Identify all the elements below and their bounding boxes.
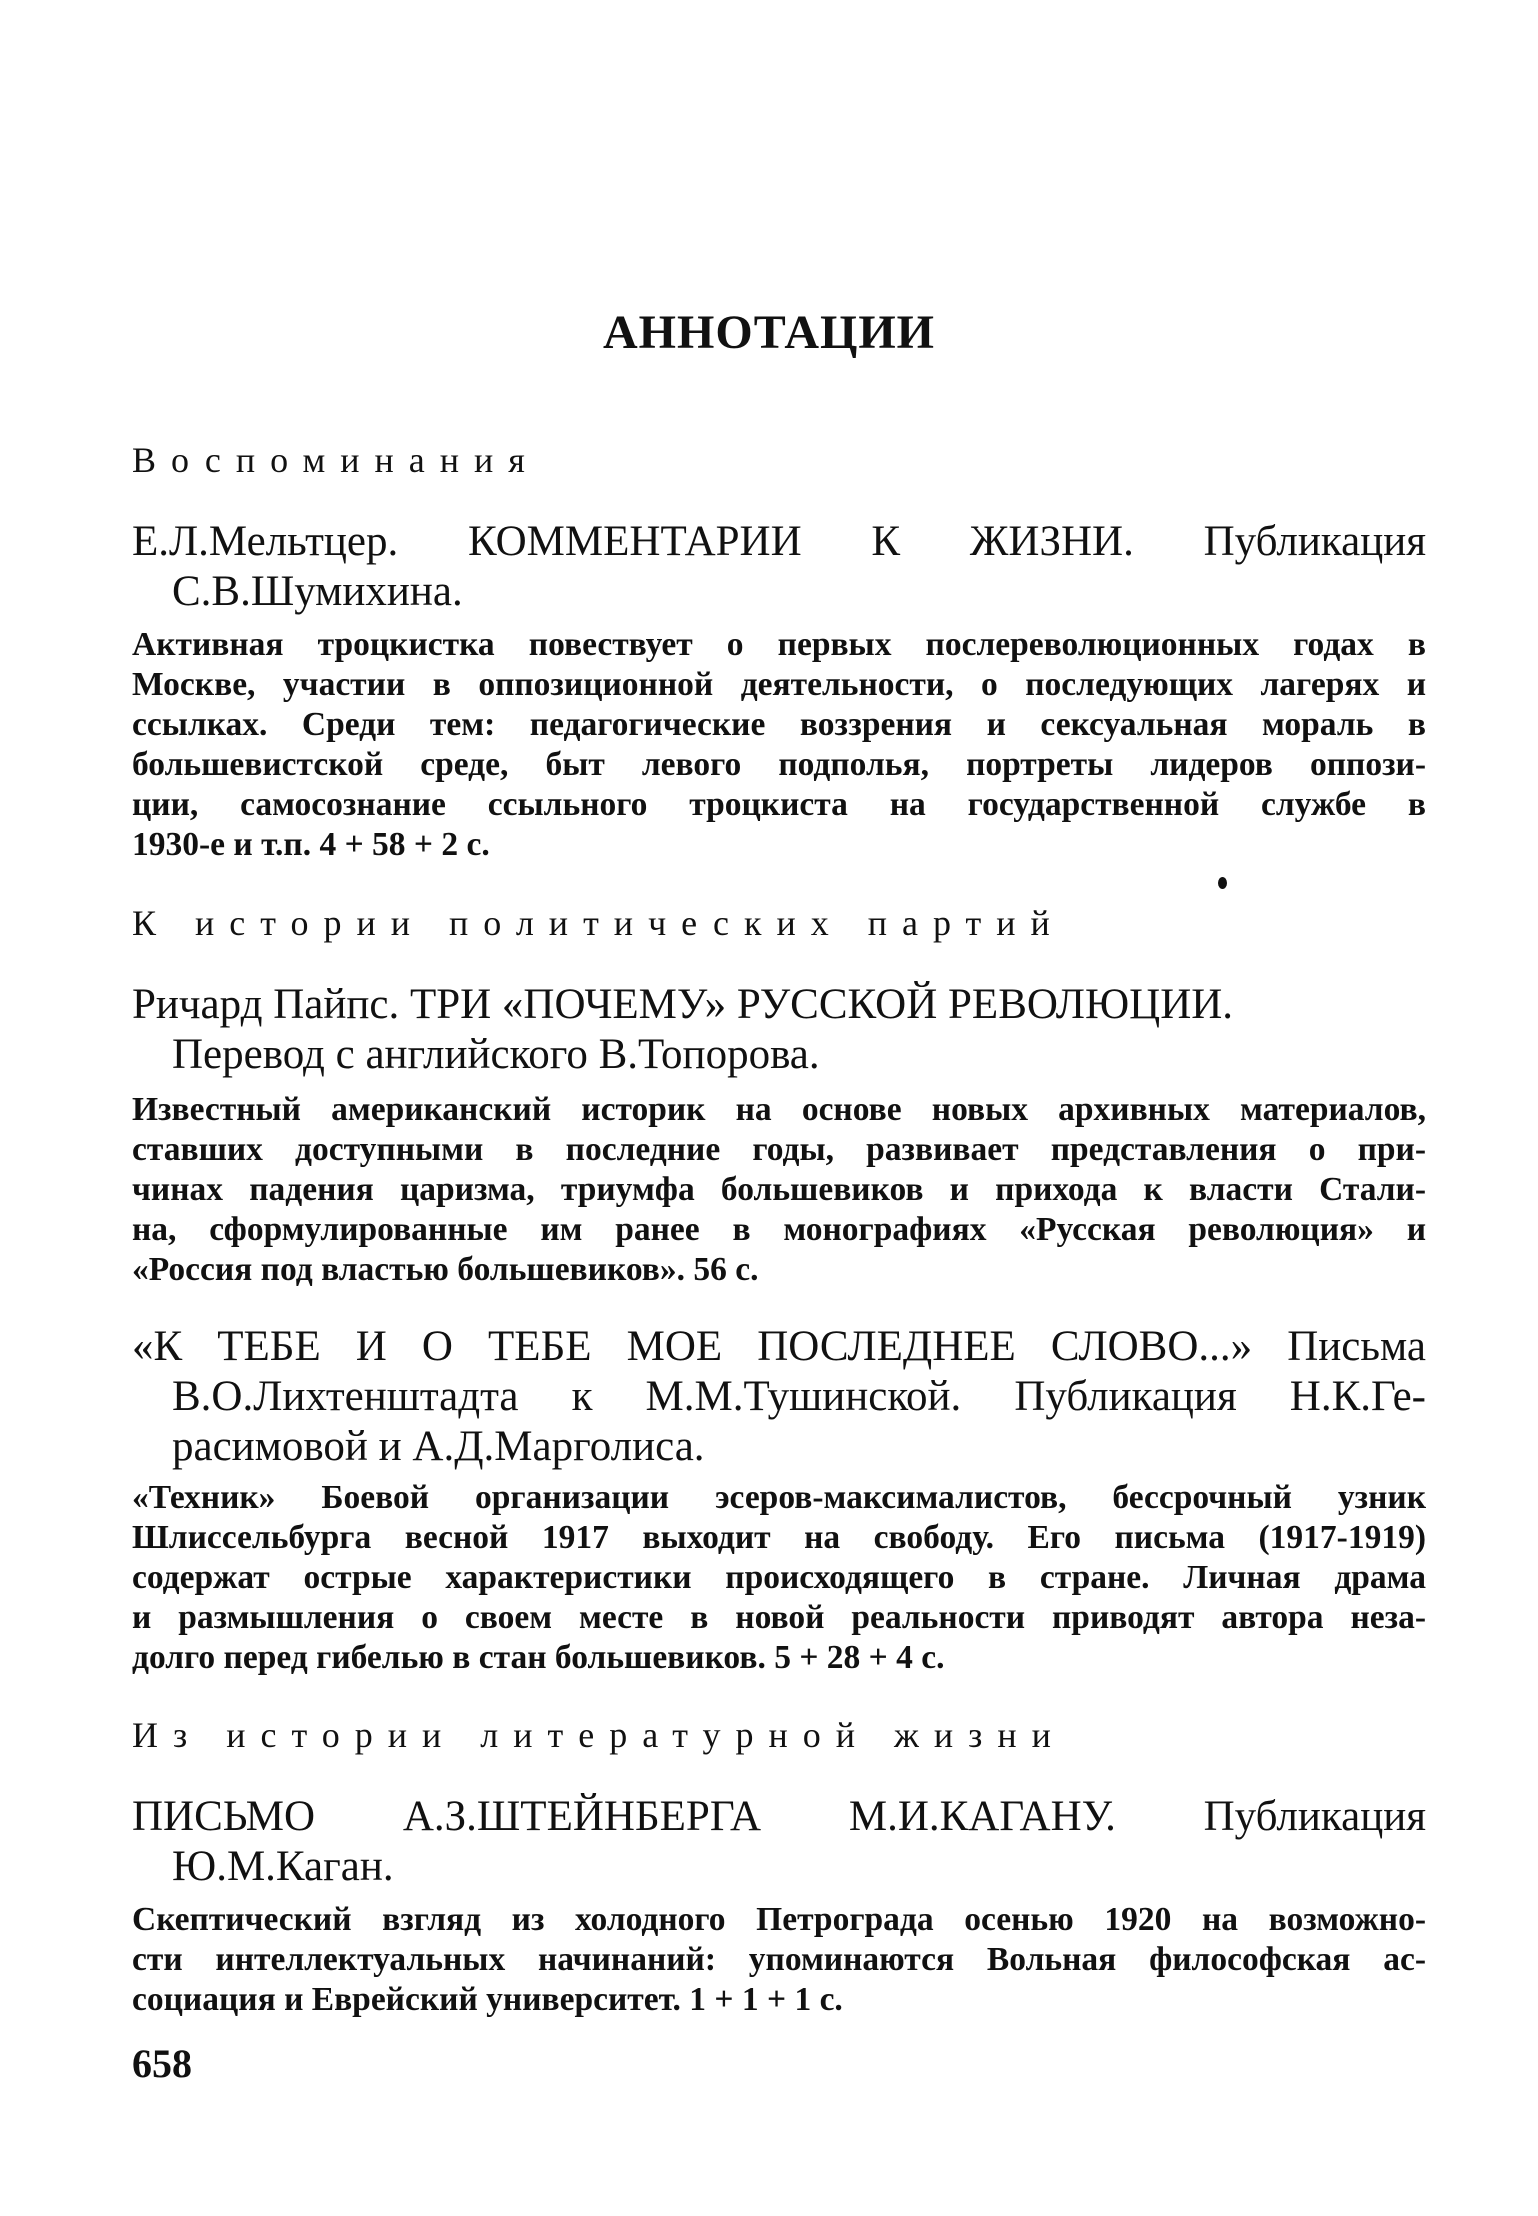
entry-heading	[132, 517, 1426, 617]
stray-print-mark	[1218, 877, 1227, 889]
entry-heading	[132, 1322, 1426, 1472]
abstract-line: большевистской среде, быт левого подполья, портреты лидеров оппози-	[132, 746, 1426, 783]
entry-abstract	[132, 625, 1426, 865]
abstract-line: социация и Еврейский университет. 1 + 1 + 1 с.	[132, 1981, 843, 2018]
abstract-line: «Россия под властью большевиков». 56 с.	[132, 1251, 759, 1288]
abstract-line: ставших доступными в последние годы, развивает представления о при-	[132, 1131, 1426, 1168]
entry-abstract	[132, 1900, 1426, 2020]
abstract-line: Москве, участии в оппозиционной деятельности, о последующих лагерях и	[132, 666, 1426, 703]
abstract-line: «Техник» Боевой организации эсеров-максималистов, бессрочный узник	[132, 1479, 1426, 1516]
abstract-line: ссылках. Среди тем: педагогические воззрения и сексуальная мораль в	[132, 706, 1426, 743]
abstract-line: и размышления о своем месте в новой реальности приводят автора неза-	[132, 1599, 1426, 1636]
page-number: 658	[132, 2041, 192, 2086]
entry-heading	[132, 1792, 1426, 1892]
abstract-line: на, сформулированные им ранее в монографиях «Русская революция» и	[132, 1211, 1426, 1248]
section-heading-memoirs: Воспоминания	[132, 440, 540, 480]
page-title: АННОТАЦИИ	[603, 306, 935, 359]
entry-heading-line: расимовой и А.Д.Марголиса.	[172, 1423, 705, 1470]
abstract-line: Известный американский историк на основе новых архивных материалов,	[132, 1091, 1426, 1128]
entry-heading-line: «К ТЕБЕ И О ТЕБЕ МОЕ ПОСЛЕДНЕЕ СЛОВО...» Письма	[132, 1323, 1426, 1370]
entry-heading-line: Е.Л.Мельтцер. КОММЕНТАРИИ К ЖИЗНИ. Публикация	[132, 518, 1426, 565]
entry-heading	[132, 980, 1426, 1080]
abstract-line: содержат острые характеристики происходящего в стране. Личная драма	[132, 1559, 1426, 1596]
abstract-line: ции, самосознание ссыльного троцкиста на государственной службе в	[132, 786, 1426, 823]
entry-heading-line: В.О.Лихтенштадта к М.М.Тушинской. Публикация Н.К.Ге-	[172, 1373, 1426, 1420]
entry-abstract	[132, 1090, 1426, 1290]
entry-heading-line: Ричард Пайпс. ТРИ «ПОЧЕМУ» РУССКОЙ РЕВОЛЮЦИИ.	[132, 981, 1234, 1028]
abstract-line: 1930-е и т.п. 4 + 58 + 2 с.	[132, 826, 490, 863]
abstract-line: долго перед гибелью в стан большевиков. 5 + 28 + 4 с.	[132, 1639, 945, 1676]
entry-heading-line: С.В.Шумихина.	[172, 568, 463, 615]
section-heading-political-parties: К истории политических партий	[132, 903, 1065, 943]
entry-heading-line: Ю.М.Каган.	[172, 1843, 394, 1890]
entry-heading-line: ПИСЬМО А.З.ШТЕЙНБЕРГА М.И.КАГАНУ. Публикация	[132, 1793, 1426, 1840]
abstract-line: Шлиссельбурга весной 1917 выходит на свободу. Его письма (1917-1919)	[132, 1519, 1426, 1556]
section-heading-literary-life: Из истории литературной жизни	[132, 1715, 1066, 1755]
abstract-line: сти интеллектуальных начинаний: упоминаются Вольная философская ас-	[132, 1941, 1426, 1978]
abstract-line: Активная троцкистка повествует о первых послереволюционных годах в	[132, 626, 1426, 663]
entry-heading-line: Перевод с английского В.Топорова.	[172, 1031, 820, 1078]
abstract-line: чинах падения царизма, триумфа большевиков и прихода к власти Стали-	[132, 1171, 1426, 1208]
abstract-line: Скептический взгляд из холодного Петрограда осенью 1920 на возможно-	[132, 1901, 1426, 1938]
entry-abstract	[132, 1478, 1426, 1678]
